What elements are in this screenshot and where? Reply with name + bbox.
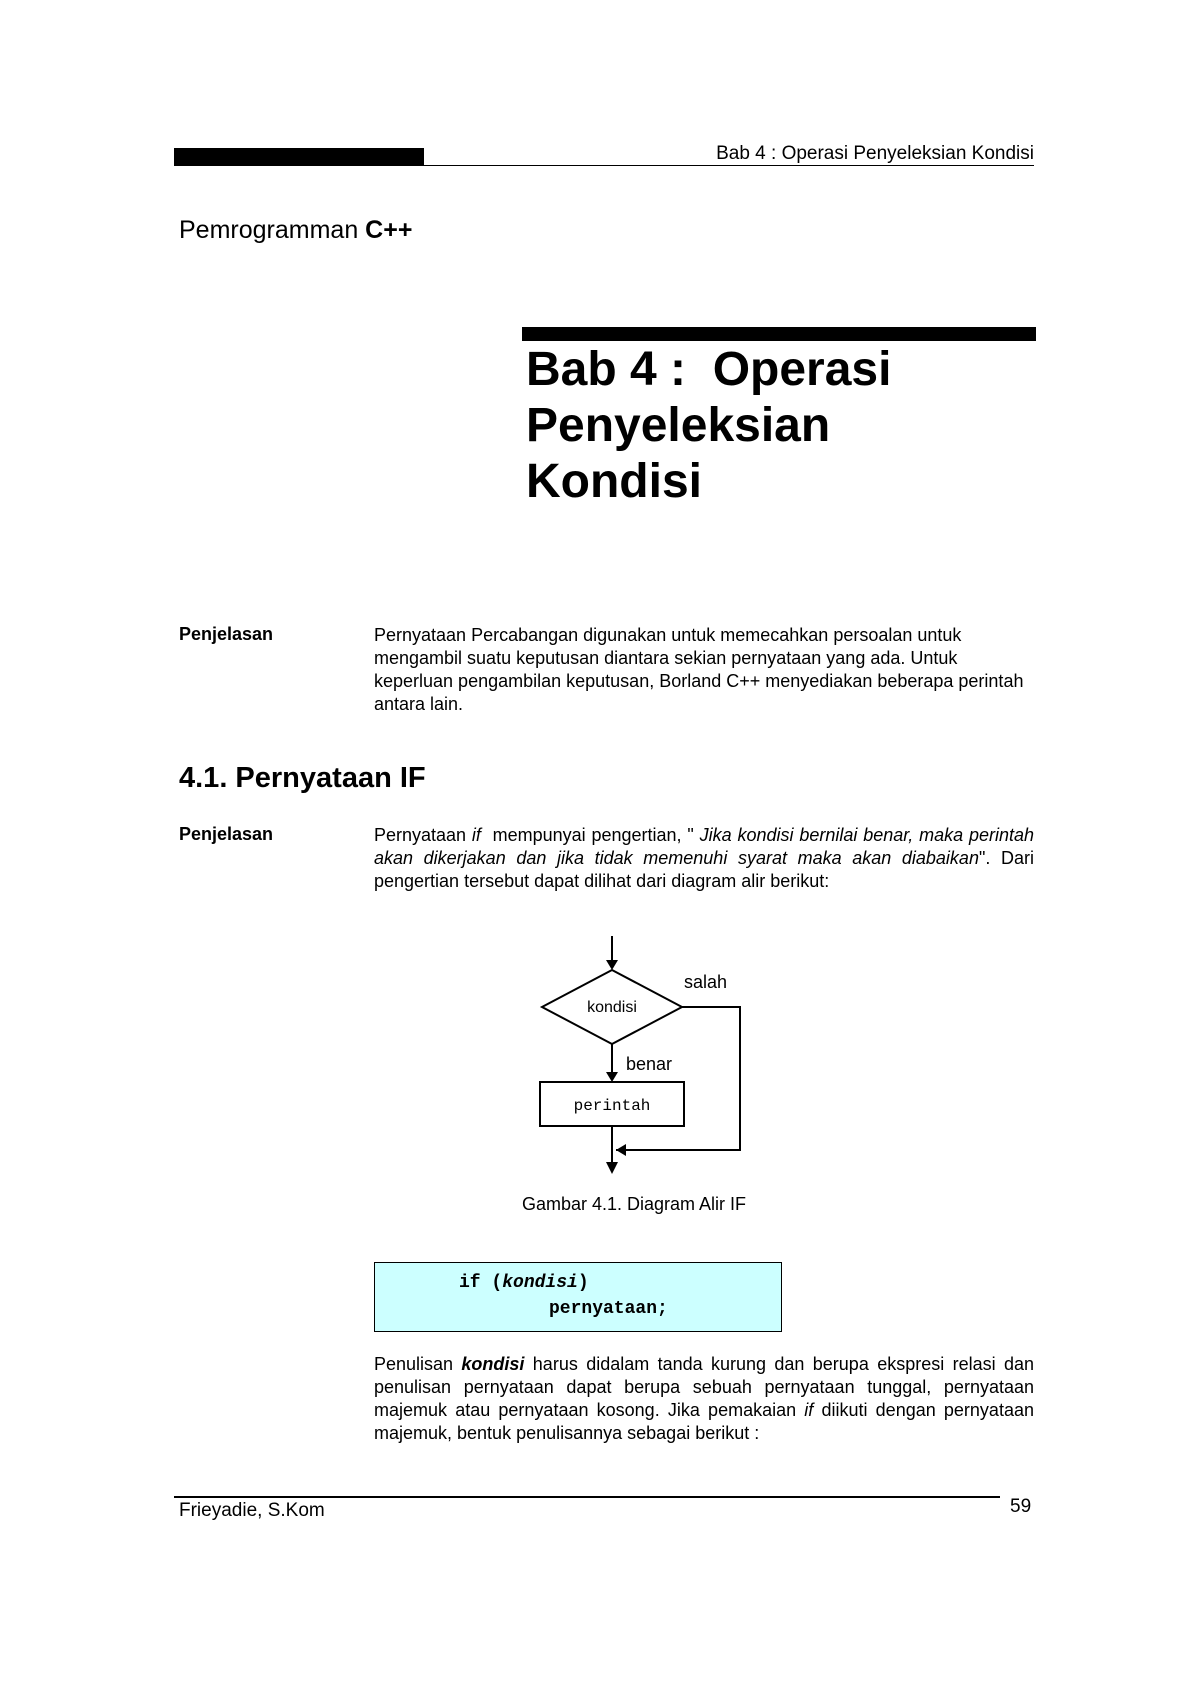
book-title [179,216,412,245]
decision-label: kondisi [587,999,637,1016]
true-arrowhead [606,1072,618,1082]
closing-t1: Penulisan [374,1354,462,1374]
footer-author: Frieyadie, S.Kom [179,1500,325,1521]
exit-arrowhead [606,1162,618,1174]
section-heading: 4.1. Pernyataan IF [179,762,426,794]
closing-t3: harus didalam tanda kurung dan berupa ekspresi relasi dan penulisan pernyataan dapat berupa sebuah pernyataan tunggal, pernyataan majemuk atau pernyataan kosong. Jika pemakaian [374,1354,1034,1420]
text-after: ". Dari pengertian tersebut dapat dilihat dari diagram alir berikut: [374,848,1034,891]
closing-t5: diikuti dengan pernyataan majemuk, bentuk penulisannya sebagai berikut : [374,1400,1034,1443]
entry-arrowhead [606,960,618,970]
text-mid: mempunyai pengertian, " [480,825,700,845]
header-rule [174,165,1034,166]
code-line-2: pernyataan; [549,1299,668,1319]
false-label: salah [684,972,728,992]
running-header: Bab 4 : Operasi Penyeleksian Kondisi [716,143,1034,164]
section-paragraph [374,824,1034,893]
chapter-title-line-2: Penyeleksian [526,399,831,452]
closing-kondisi: kondisi [461,1354,525,1374]
false-arrowhead [616,1144,626,1156]
code-condition: kondisi [502,1273,578,1293]
process-label: perintah [573,1097,651,1115]
intro-paragraph: Pernyataan Percabangan digunakan untuk memecahkan persoalan untuk mengambil suatu keputusan diantara sekian pernyataan yang ada. Untuk keperluan pengambilan keputusan, Borland C++ menyediakan beberapa perintah antara lain. [374,625,1024,714]
footer-rule [174,1496,1000,1498]
header-bar [174,148,424,166]
closing-paragraph [374,1353,1034,1445]
if-flowchart [500,930,780,1180]
code-if: if ( [459,1273,503,1293]
book-title-language: C++ [365,216,413,244]
section-label: Penjelasan [179,824,274,844]
true-label: benar [626,1054,673,1074]
code-paren: ) [577,1273,589,1293]
chapter-title-line-3: Kondisi [526,455,702,508]
code-line-1 [459,1273,589,1293]
book-title-prefix: Pemrogramman [179,216,366,244]
keyword-if: if [471,825,481,845]
code-block [374,1262,782,1332]
italic-definition: Jika kondisi bernilai benar, maka perintah akan dikerjakan dan jika tidak memenuhi syarat maka akan diabaikan [374,825,1034,868]
figure-caption-text: Gambar 4.1. Diagram Alir IF [521,1194,747,1214]
chapter-bar [522,327,1036,341]
intro-label: Penjelasan [179,624,274,644]
text-before: Pernyataan [374,825,472,845]
closing-if: if [804,1400,814,1420]
chapter-title-line-1: Bab 4 : Operasi [526,343,892,396]
page-number: 59 [1010,1496,1032,1517]
chapter-title [526,342,891,510]
figure-caption [374,1194,1034,1215]
